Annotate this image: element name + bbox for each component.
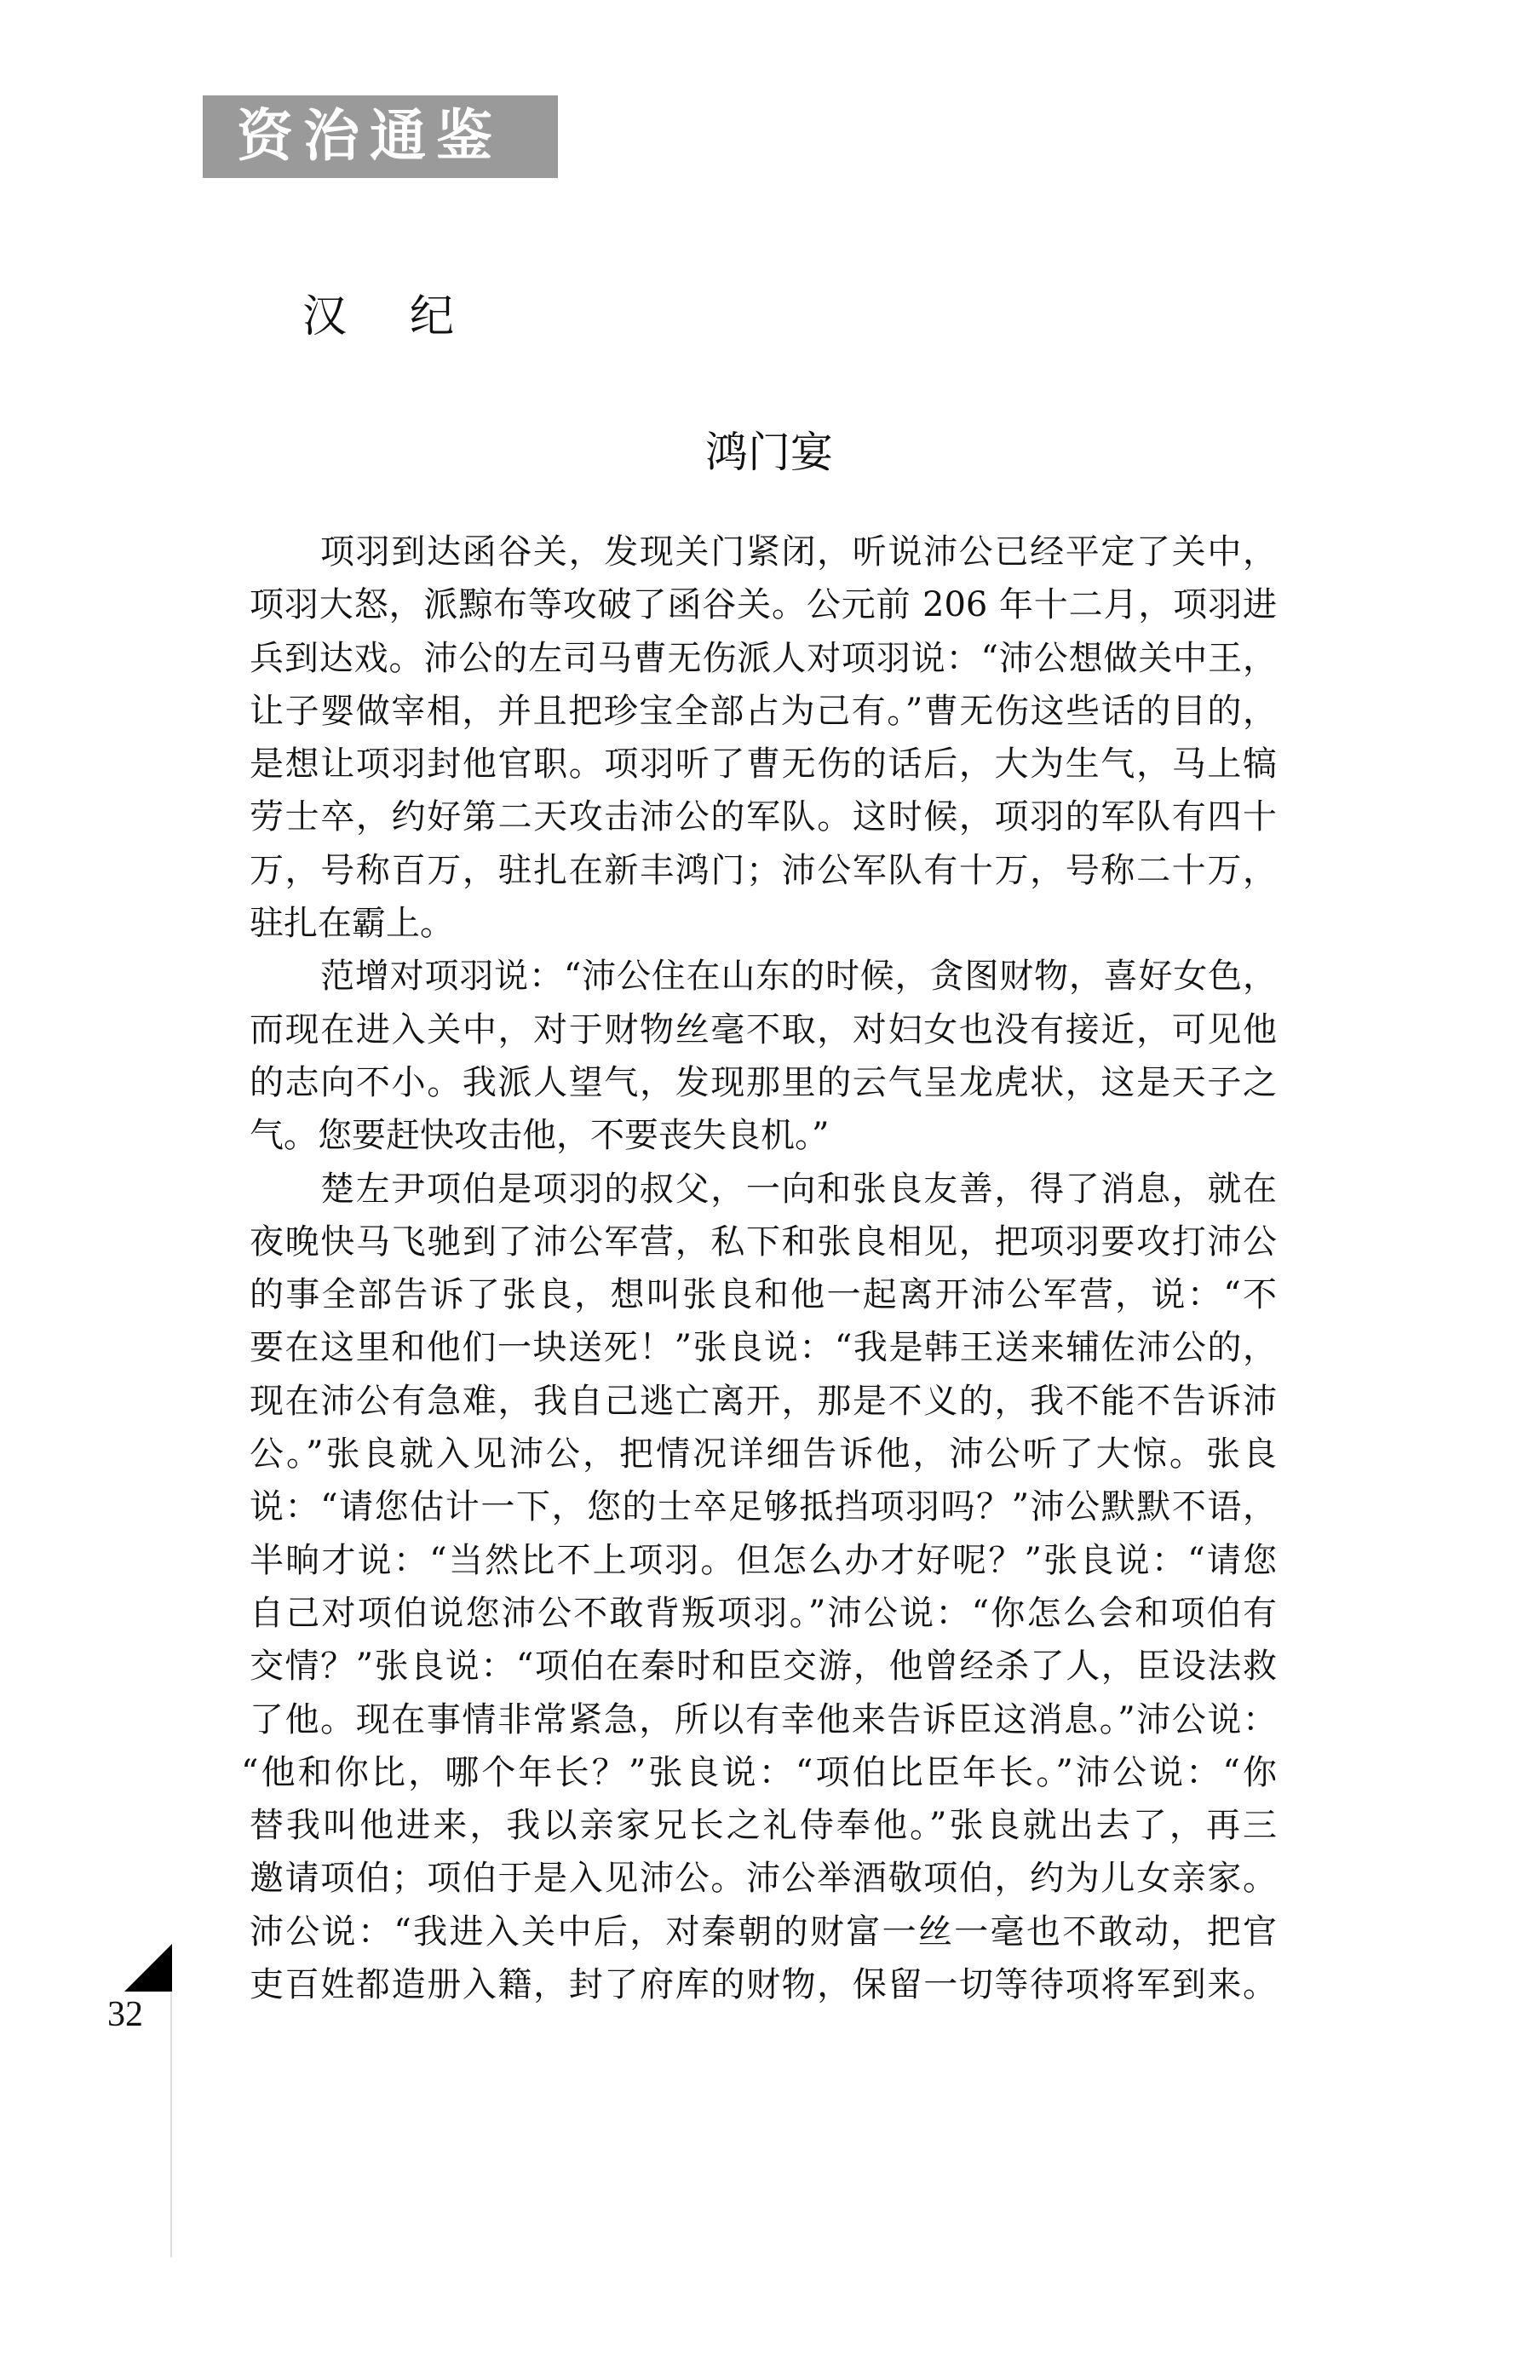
page-corner-triangle — [124, 1944, 172, 1992]
text-line: 项羽到达函谷关，发现关门紧闭，听说沛公已经平定了关中， — [320, 532, 1277, 572]
text-line: 要在这里和他们一块送死！”张良说：“我是韩王送来辅佐沛公的， — [250, 1328, 1277, 1368]
text-line: “他和你比，哪个年长？”张良说：“项伯比臣年长。”沛公说：“你 — [241, 1752, 1277, 1792]
book-title-banner — [203, 95, 558, 178]
text-line: 了他。现在事情非常紧急，所以有幸他来告诉臣这消息。”沛公说： — [250, 1699, 1277, 1739]
chapter-title — [0, 426, 1540, 479]
text-line: 说：“请您估计一下，您的士卒足够抵挡项羽吗？”沛公默默不语， — [250, 1487, 1277, 1527]
text-line: 而现在进入关中，对于财物丝毫不取，对妇女也没有接近，可见他 — [250, 1009, 1277, 1049]
text-line: 气。您要赶快攻击他，不要丧失良机。” — [250, 1116, 830, 1156]
text-line: 的事全部告诉了张良，想叫张良和他一起离开沛公军营，说：“不 — [250, 1275, 1277, 1315]
margin-rule — [170, 1992, 172, 2257]
section-heading: 汉纪 — [302, 291, 518, 342]
text-line: 劳士卒，约好第二天攻击沛公的军队。这时候，项羽的军队有四十 — [250, 797, 1277, 837]
page-number: 32 — [107, 1995, 143, 2034]
text-line: 的志向不小。我派人望气，发现那里的云气呈龙虎状，这是天子之 — [250, 1062, 1277, 1102]
text-line: 是想让项羽封他官职。项羽听了曹无伤的话后，大为生气，马上犒 — [250, 744, 1277, 785]
text-line: 楚左尹项伯是项羽的叔父，一向和张良友善，得了消息，就在 — [320, 1169, 1277, 1209]
text-line: 范增对项羽说：“沛公住在山东的时候，贪图财物，喜好女色， — [320, 957, 1277, 997]
text-line: 项羽大怒，派黥布等攻破了函谷关。公元前 206 年十二月，项羽进 — [250, 585, 1277, 625]
chapter-title-text: 鸿门宴 — [705, 428, 833, 477]
text-line: 半晌才说：“当然比不上项羽。但怎么办才好呢？”张良说：“请您 — [250, 1540, 1277, 1580]
text-line: 公。”张良就入见沛公，把情况详细告诉他，沛公听了大惊。张良 — [250, 1434, 1277, 1475]
text-line: 替我叫他进来，我以亲家兄长之礼侍奉他。”张良就出去了，再三 — [250, 1806, 1277, 1846]
text-line: 现在沛公有急难，我自己逃亡离开，那是不义的，我不能不告诉沛 — [250, 1381, 1277, 1421]
text-line: 驻扎在霸上。 — [250, 904, 454, 944]
text-line: 邀请项伯；项伯于是入见沛公。沛公举酒敬项伯，约为儿女亲家。 — [250, 1859, 1277, 1899]
text-line: 万，号称百万，驻扎在新丰鸿门；沛公军队有十万，号称二十万， — [250, 850, 1277, 890]
text-line: 交情？”张良说：“项伯在秦时和臣交游，他曾经杀了人，臣设法救 — [250, 1647, 1277, 1687]
text-line: 吏百姓都造册入籍，封了府库的财物，保留一切等待项将军到来。 — [250, 1965, 1277, 2005]
book-title: 资治通鉴 — [237, 103, 503, 169]
text-line: 兵到达戏。沛公的左司马曹无伤派人对项羽说：“沛公想做关中王， — [250, 638, 1277, 678]
body-text — [241, 526, 1277, 2011]
text-line: 自己对项伯说您沛公不敢背叛项羽。”沛公说：“你怎么会和项伯有 — [250, 1593, 1277, 1633]
text-line: 沛公说：“我进入关中后，对秦朝的财富一丝一毫也不敢动，把官 — [250, 1911, 1277, 1952]
text-line: 让子婴做宰相，并且把珍宝全部占为己有。”曹无伤这些话的目的， — [250, 691, 1277, 731]
text-line: 夜晚快马飞驰到了沛公军营，私下和张良相见，把项羽要攻打沛公 — [250, 1222, 1277, 1262]
